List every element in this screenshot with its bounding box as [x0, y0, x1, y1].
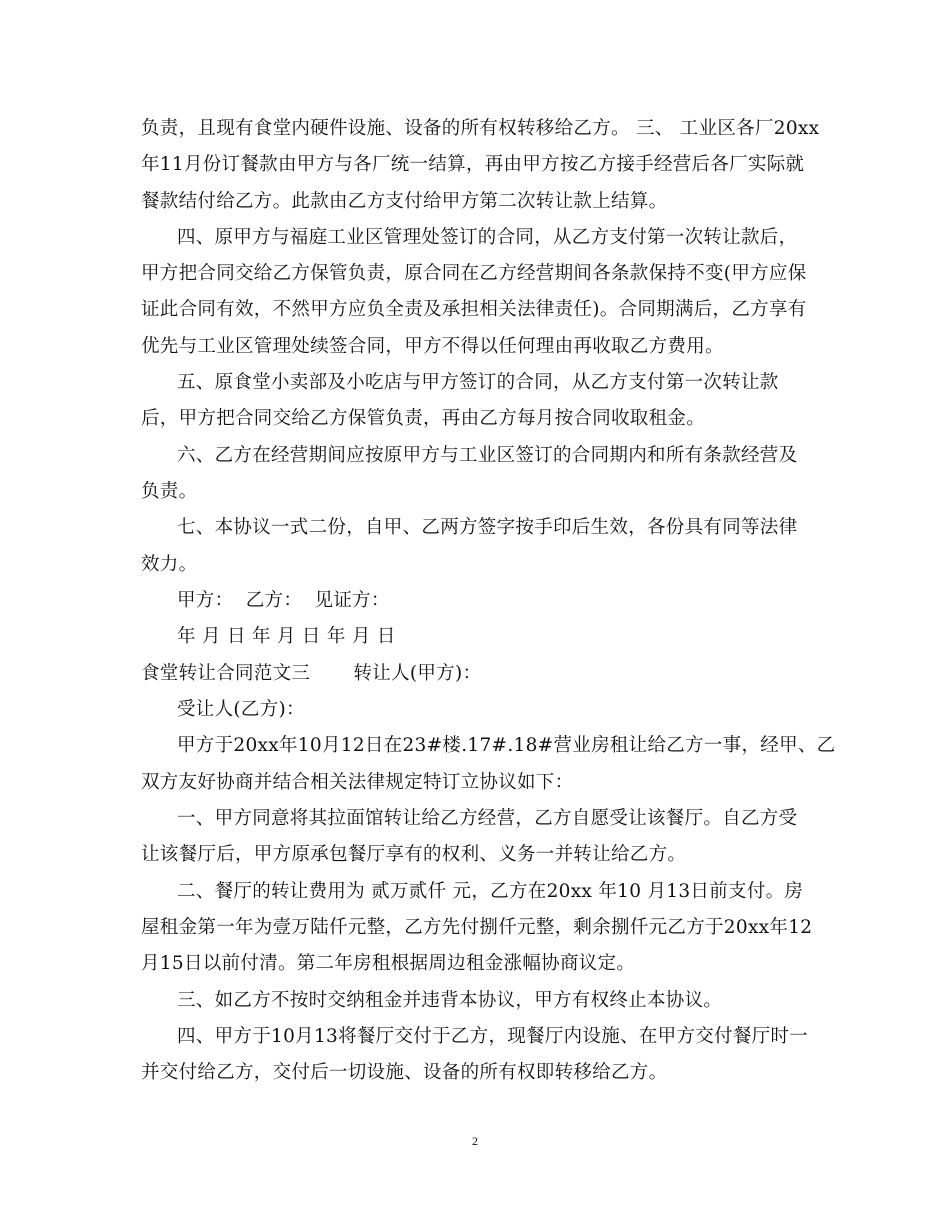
- text-line: 双方友好协商并结合相关法律规定特订立协议如下：: [141, 772, 574, 793]
- text-line: 一、甲方同意将其拉面馆转让给乙方经营，乙方自愿受让该餐厅。自乙方受: [177, 808, 798, 829]
- text-line: 年11月份订餐款由甲方与各厂统一结算，再由甲方按乙方接手经营后各厂实际就: [141, 154, 805, 175]
- text-line: 受让人(乙方)：: [177, 699, 305, 720]
- signature-labels: 甲方： 乙方： 见证方：: [177, 590, 390, 611]
- text-line: 负责。: [141, 481, 198, 502]
- text-line: 四、原甲方与福庭工业区管理处签订的合同，从乙方支付第一次转让款后，: [177, 227, 798, 248]
- text-line: 七、本协议一式二份，自甲、乙两方签字按手印后生效，各份具有同等法律: [177, 517, 798, 538]
- text-line: 优先与工业区管理处续签合同，甲方不得以任何理由再收取乙方费用。: [141, 336, 724, 357]
- text-line: 让该餐厅后，甲方原承包餐厅享有的权利、义务一并转让给乙方。: [141, 844, 687, 865]
- section-heading: 食堂转让合同范文三 转让人(甲方)：: [141, 663, 482, 684]
- text-line: 屋租金第一年为壹万陆仟元整，乙方先付捌仟元整，剩余捌仟元乙方于20xx年12: [141, 917, 813, 938]
- page-number: 2: [472, 1134, 478, 1148]
- text-line: 并交付给乙方，交付后一切设施、设备的所有权即转移给乙方。: [141, 1062, 668, 1083]
- text-line: 餐款结付给乙方。此款由乙方支付给甲方第二次转让款上结算。: [141, 191, 668, 212]
- text-line: 月15日以前付清。第二年房租根据周边租金涨幅协商议定。: [141, 953, 636, 974]
- text-line: 证此合同有效，不然甲方应负全责及承担相关法律责任)。合同期满后，乙方享有: [141, 299, 807, 320]
- text-line: 负责，且现有食堂内硬件设施、设备的所有权转移给乙方。 三、 工业区各厂20xx: [141, 118, 820, 139]
- text-line: 甲方于20xx年10月12日在23#楼.17#.18#营业房租让给乙方一事，经甲、乙: [177, 735, 836, 756]
- text-line: 四、甲方于10月13将餐厅交付于乙方，现餐厅内设施、在甲方交付餐厅时一: [177, 1026, 809, 1047]
- text-line: 甲方把合同交给乙方保管负责，原合同在乙方经营期间各条款保持不变(甲方应保: [141, 263, 807, 284]
- text-line: 六、乙方在经营期间应按原甲方与工业区签订的合同期内和所有条款经营及: [177, 445, 798, 466]
- text-line: 五、原食堂小卖部及小吃店与甲方签订的合同，从乙方支付第一次转让款: [177, 372, 779, 393]
- text-line: 三、如乙方不按时交纳租金并违背本协议，甲方有权终止本协议。: [177, 990, 723, 1011]
- text-line: 后，甲方把合同交给乙方保管负责，再由乙方每月按合同收取租金。: [141, 408, 706, 429]
- text-line: 二、餐厅的转让费用为 贰万贰仟 元，乙方在20xx 年10 月13日前支付。房: [177, 881, 804, 902]
- date-line: 年 月 日 年 月 日 年 月 日: [177, 626, 396, 647]
- text-line: 效力。: [141, 554, 198, 575]
